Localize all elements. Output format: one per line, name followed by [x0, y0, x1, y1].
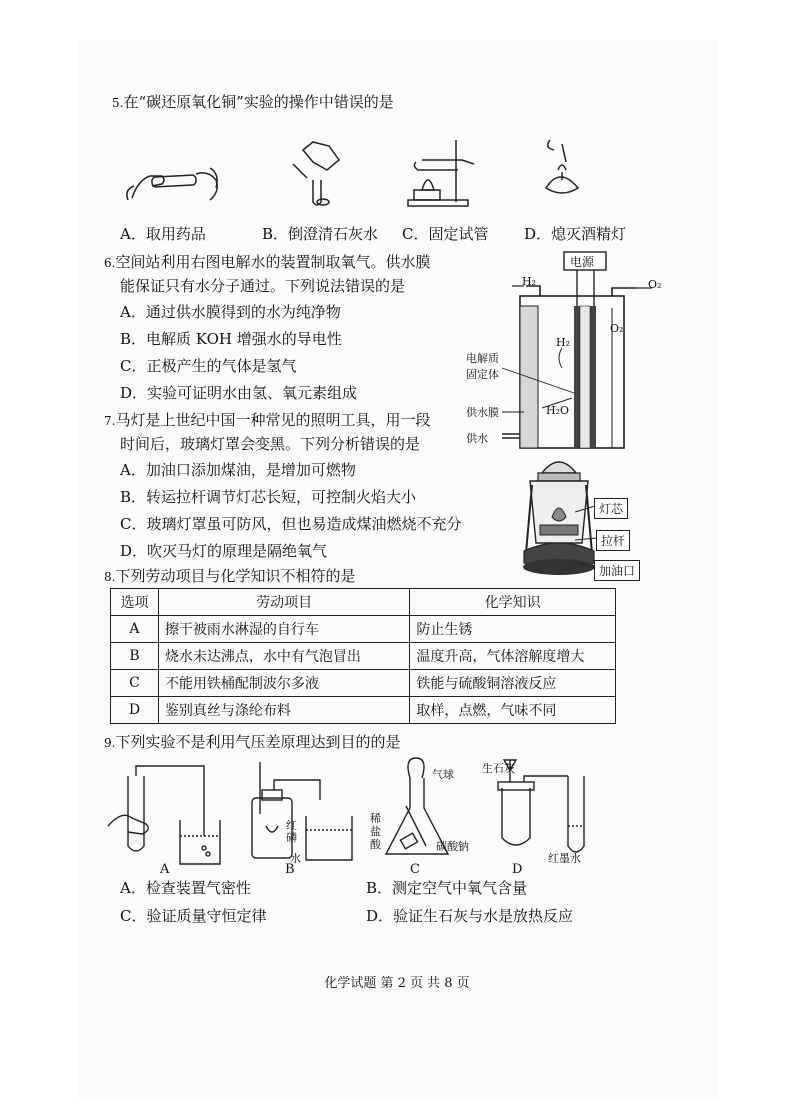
q6-label-h2-out: H₂ — [522, 275, 537, 288]
row-knowledge: 防止生锈 — [410, 616, 616, 643]
page-footer: 化学试题 第 2 页 共 8 页 — [324, 976, 470, 991]
row-option: B — [111, 643, 159, 670]
row-labor: 擦干被雨水淋湿的自行车 — [158, 616, 409, 643]
q8-stem: 8.下列劳动项目与化学知识不相符的是 — [104, 567, 356, 585]
q6-stem-line1: 6.空间站利用右图电解水的装置制取氧气。供水膜 — [104, 253, 431, 271]
q6-option-d: D．实验可证明水由氢、氧元素组成 — [120, 384, 358, 402]
q9-label-dilute-acid: 稀盐酸 — [370, 812, 381, 851]
q6-label-water: H₂O — [546, 404, 570, 417]
q9-label-quicklime: 生石灰 — [482, 762, 515, 775]
q9-fig-label-c: C — [410, 862, 420, 877]
row-knowledge: 取样，点燃，气味不同 — [410, 697, 616, 724]
q6-stem-line2: 能保证只有水分子通过。下列说法错误的是 — [120, 277, 406, 295]
q7-label-wick: 灯芯 — [594, 498, 628, 519]
q5-fig-a — [127, 168, 217, 200]
q7-option-c: C．玻璃灯罩虽可防风，但也易造成煤油燃烧不充分 — [120, 515, 462, 533]
q9-fig-b — [252, 762, 352, 860]
q5-stem: 5.在“碳还原氧化铜”实验的操作中错误的是 — [112, 93, 394, 111]
q9-option-d: D．验证生石灰与水是放热反应 — [366, 907, 574, 925]
q5-option-b: B．倒澄清石灰水 — [262, 225, 379, 243]
q9-fig-label-b: B — [285, 862, 295, 877]
q7-stem-line1: 7.马灯是上世纪中国一种常见的照明工具，用一段 — [104, 411, 431, 429]
q6-option-a: A．通过供水膜得到的水为纯净物 — [120, 303, 341, 321]
row-option: D — [111, 697, 159, 724]
row-labor: 烧水未达沸点，水中有气泡冒出 — [158, 643, 409, 670]
table-row — [111, 697, 616, 724]
header-labor: 劳动项目 — [158, 589, 409, 616]
q7-label-lever: 拉杆 — [596, 530, 630, 551]
row-knowledge: 温度升高，气体溶解度增大 — [410, 643, 616, 670]
q6-label-membrane: 供水膜 — [466, 406, 499, 419]
q9-fig-a — [108, 766, 220, 864]
q7-leader-lines — [575, 500, 599, 570]
q5-option-d: D．熄灭酒精灯 — [524, 225, 627, 243]
table-header-row — [111, 589, 616, 616]
header-knowledge: 化学知识 — [410, 589, 616, 616]
row-labor: 鉴别真丝与涤纶布料 — [158, 697, 409, 724]
row-option: C — [111, 670, 159, 697]
q7-stem-line2: 时间后，玻璃灯罩会变黑。下列分析错误的是 — [120, 435, 421, 453]
q6-label-power: 电源 — [570, 255, 595, 269]
q9-stem: 9.下列实验不是利用气压差原理达到目的的是 — [104, 733, 401, 751]
q7-option-b: B．转运拉杆调节灯芯长短，可控制火焰大小 — [120, 488, 417, 506]
q9-fig-label-d: D — [512, 862, 523, 877]
q6-label-electrolyte-2: 固定体 — [466, 368, 499, 381]
q6-label-h2-in: H₂ — [556, 336, 571, 349]
row-option: A — [111, 616, 159, 643]
q8-table — [110, 588, 616, 724]
q6-option-b: B．电解质 KOH 增强水的导电性 — [120, 330, 342, 348]
q9-label-water: 水 — [290, 852, 301, 865]
q5-option-c: C．固定试管 — [402, 225, 489, 243]
q9-fig-label-a: A — [160, 862, 170, 877]
q9-label-red-ink: 红墨水 — [548, 852, 581, 865]
q9-figures — [104, 756, 624, 874]
header-option: 选项 — [111, 589, 159, 616]
q9-label-red-phosphorus: 红磷 — [286, 819, 297, 844]
q5-fig-c — [408, 140, 474, 206]
q6-label-o2-in: O₂ — [610, 322, 624, 335]
q5-fig-d — [546, 140, 578, 193]
table-row — [111, 643, 616, 670]
q5-option-a: A．取用药品 — [120, 225, 206, 243]
q7-option-d: D．吹灭马灯的原理是隔绝氧气 — [120, 542, 328, 560]
q7-label-oil-port: 加油口 — [594, 560, 640, 581]
q7-option-a: A．加油口添加煤油，是增加可燃物 — [120, 461, 356, 479]
q6-label-o2-out: O₂ — [648, 278, 662, 291]
q6-label-electrolyte-1: 电解质 — [466, 352, 499, 365]
row-knowledge: 铁能与硫酸铜溶液反应 — [410, 670, 616, 697]
q6-label-supply: 供水 — [466, 432, 488, 445]
q5-fig-b — [293, 142, 339, 205]
q9-option-c: C．验证质量守恒定律 — [120, 907, 267, 925]
table-row — [111, 670, 616, 697]
row-labor: 不能用铁桶配制波尔多液 — [158, 670, 409, 697]
q9-label-sodium-carbonate: 碳酸钠 — [436, 840, 469, 853]
table-row — [111, 616, 616, 643]
q9-option-a: A．检查装置气密性 — [120, 879, 251, 897]
q9-label-balloon: 气球 — [432, 768, 454, 781]
q5-figures — [118, 140, 658, 220]
q9-option-b: B．测定空气中氧气含量 — [366, 879, 528, 897]
q6-option-c: C．正极产生的气体是氢气 — [120, 357, 297, 375]
